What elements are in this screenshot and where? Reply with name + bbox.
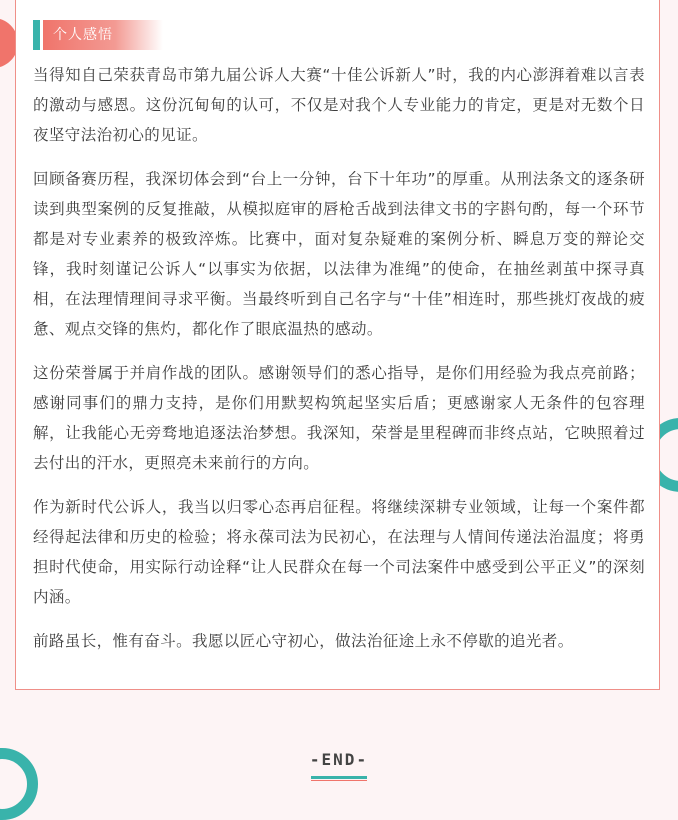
end-underline [311, 776, 367, 779]
section-title: 个人感悟 [43, 20, 163, 50]
end-marker: -END- [309, 750, 369, 769]
paragraph: 前路虽长，惟有奋斗。我愿以匠心守初心，做法治征途上永不停歇的追光者。 [33, 632, 574, 650]
article-body [33, 60, 645, 670]
paragraph: 这份荣誉属于并肩作战的团队。感谢领导们的悉心指导，是你们用经验为我点亮前路；感谢同事们的鼎力支持，是你们用默契构筑起坚实后盾；更感谢家人无条件的包容理解，让我能心无旁骛地追逐法治梦想。我深知，荣誉是里程碑而非终点站，它映照着过去付出的汗水，更照亮未来前行的方向。 [33, 364, 645, 472]
paragraph: 当得知自己荣获青岛市第九届公诉人大赛“十佳公诉新人”时，我的内心澎湃着难以言表的激动与感恩。这份沉甸甸的认可，不仅是对我个人专业能力的肯定，更是对无数个日夜坚守法治初心的见证。 [33, 66, 645, 144]
paragraph: 回顾备赛历程，我深切体会到“台上一分钟，台下十年功”的厚重。从刑法条文的逐条研读到典型案例的反复推敲，从模拟庭审的唇枪舌战到法律文书的字斟句酌，每一个环节都是对专业素养的极致淬炼。比赛中，面对复杂疑难的案例分析、瞬息万变的辩论交锋，我时刻谨记公诉人“以事实为依据，以法律为准绳”的使命，在抽丝剥茧中探寻真相，在法理情理间寻求平衡。当最终听到自己名字与“十佳”相连时，那些挑灯夜战的疲惫、观点交锋的焦灼，都化作了眼底温热的感动。 [33, 170, 645, 338]
end-underline-thin [311, 780, 367, 781]
article-card [15, 0, 660, 690]
section-header [33, 20, 163, 50]
paragraph: 作为新时代公诉人，我当以归零心态再启征程。将继续深耕专业领域，让每一个案件都经得起法律和历史的检验；将永葆司法为民初心，在法理与人情间传递法治温度；将勇担时代使命，用实际行动诠释“让人民群众在每一个司法案件中感受到公平正义”的深刻内涵。 [33, 498, 645, 606]
section-header-accent [33, 20, 40, 50]
